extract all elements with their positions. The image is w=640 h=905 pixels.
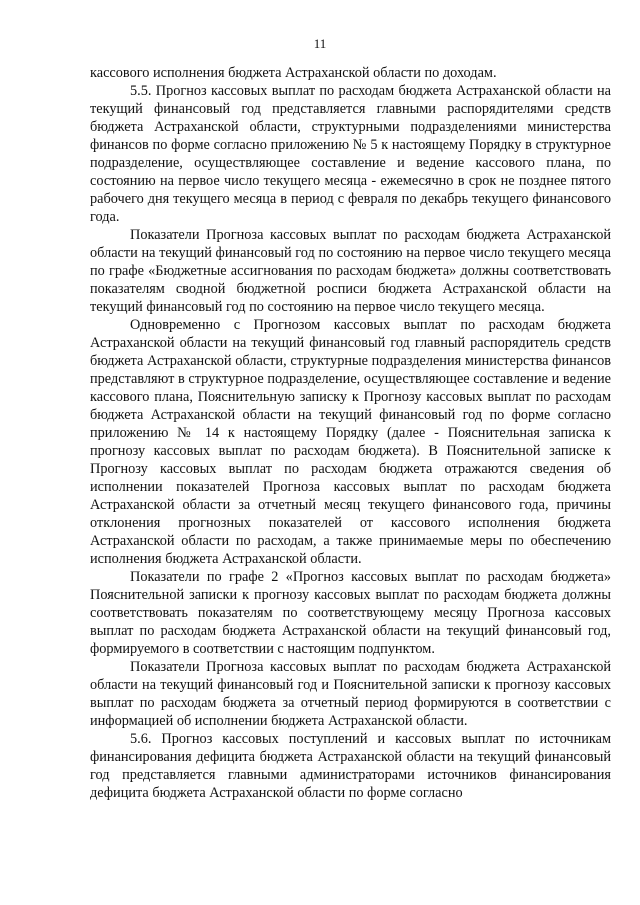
page-number: 11 xyxy=(313,36,327,51)
paragraph-reporting-period: Показатели Прогноза кассовых выплат по расходам бюджета Астраханской области на текущий финансовый год и Пояснительной записки к прогнозу кассовых выплат по расходам бюджета за отчетный период формируются в соответствии с информацией об исполнении бюджета Астраханской области. xyxy=(90,659,611,729)
paragraph-5-6: 5.6. Прогноз кассовых поступлений и кассовых выплат по источникам финансирования дефицита бюджета Астраханской области на текущий финансовый год представляется главными администраторами источников финансирования дефицита бюджета Астраханской области по форме согласно xyxy=(90,731,611,801)
document-body xyxy=(90,64,611,802)
paragraph-5-5: 5.5. Прогноз кассовых выплат по расходам бюджета Астраханской области на текущий финансовый год представляется главными распорядителями средств бюджета Астраханской области, структурными подразделениями министерства финансов по форме согласно приложению № 5 к настоящему Порядку в структурное подразделение, осуществляющее составление и ведение кассового плана, по состоянию на первое число текущего месяца - ежемесячно в срок не позднее пятого рабочего дня текущего месяца в период с февраля по декабрь текущего финансового года. xyxy=(90,83,611,225)
paragraph-column-2: Показатели по графе 2 «Прогноз кассовых выплат по расходам бюджета» Пояснительной записки к прогнозу кассовых выплат по расходам бюджета должны соответствовать показателям по соответствующему месяцу Прогноза кассовых выплат по расходам бюджета Астраханской области на текущий финансовый год, формируемого в соответствии с настоящим подпунктом. xyxy=(90,569,611,657)
paragraph-explanatory-note: Одновременно с Прогнозом кассовых выплат по расходам бюджета Астраханской области на текущий финансовый год главный распорядитель средств бюджета Астраханской области, структурные подразделения министерства финансов представляют в структурное подразделение, осуществляющее составление и ведение кассового плана, Пояснительную записку к Прогнозу кассовых выплат по расходам бюджета Астраханской области на текущий финансовый год по форме согласно приложению № 14 к настоящему Порядку (далее - Пояснительная записка к прогнозу кассовых выплат по расходам бюджета). В Пояснительной записке к Прогнозу кассовых выплат по расходам бюджета отражаются сведения об исполнении показателей Прогноза кассовых выплат по расходам бюджета Астраханской области за отчетный месяц текущего финансового года, причины отклонения прогнозных показателей от кассового исполнения бюджета Астраханской области по расходам, а также принимаемые меры по обеспечению исполнения бюджета Астраханской области. xyxy=(90,317,611,567)
paragraph-forecast-indicators: Показатели Прогноза кассовых выплат по расходам бюджета Астраханской области на текущий финансовый год по состоянию на первое число текущего месяца по графе «Бюджетные ассигнования по расходам бюджета» должны соответствовать показателям сводной бюджетной росписи бюджета Астраханской области на текущий финансовый год по состоянию на первое число текущего месяца. xyxy=(90,227,611,315)
paragraph-continuation: кассового исполнения бюджета Астраханской области по доходам. xyxy=(90,65,497,81)
